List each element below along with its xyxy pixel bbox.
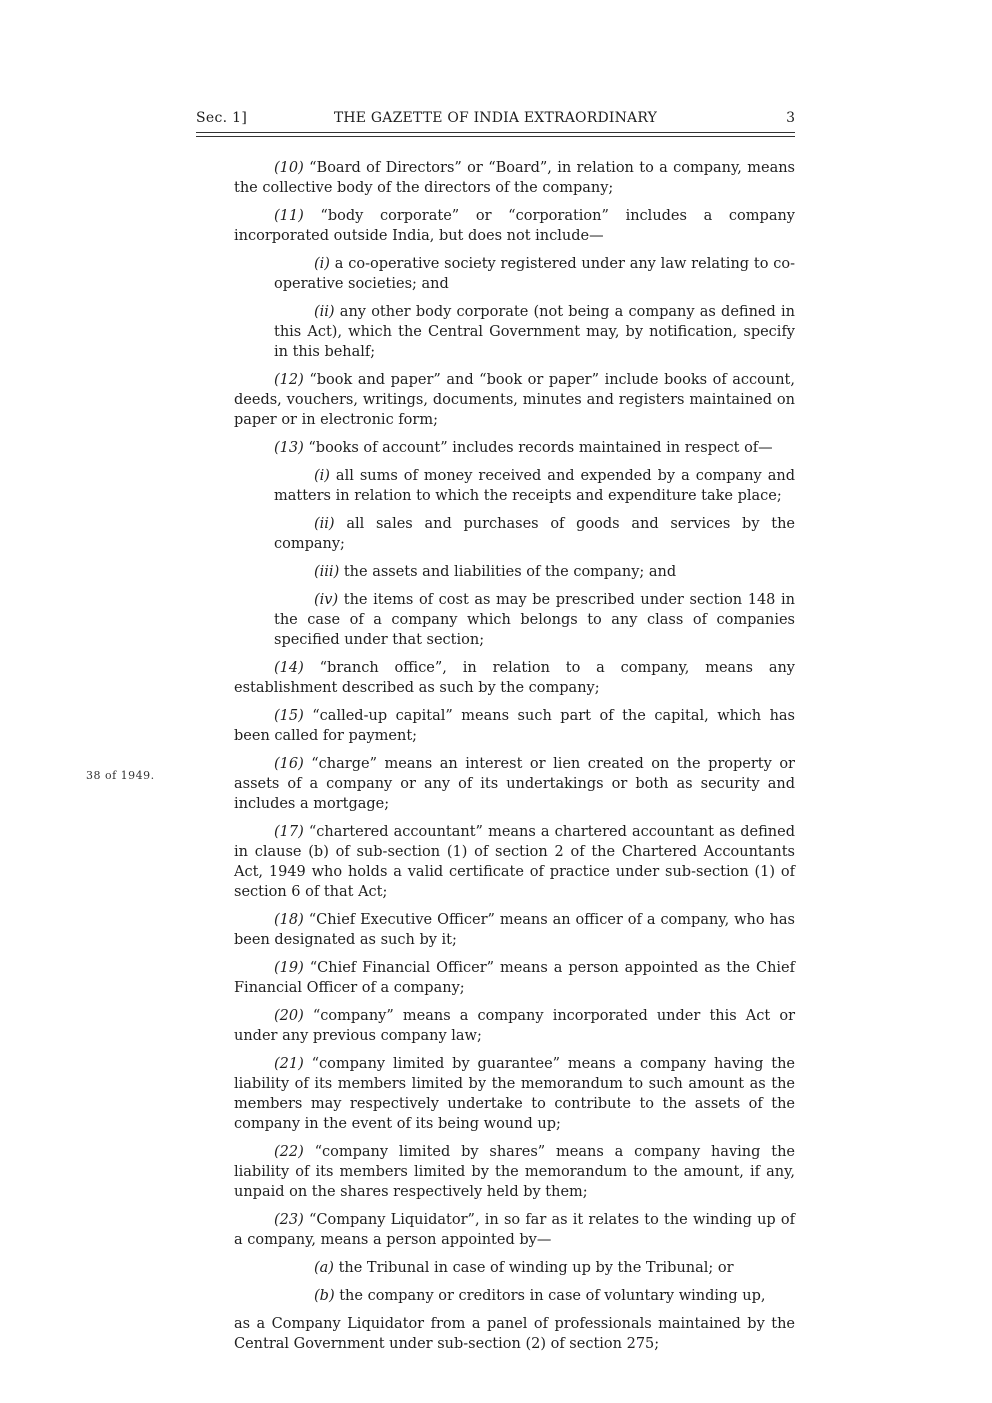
definition-11-i: (i) a co-operative society registered under any law relating to co-operative societies; and — [274, 256, 795, 292]
definition-16: (16) “charge” means an interest or lien created on the property or assets of a company or any of its undertakings or both as security and includes a mortgage; — [234, 756, 795, 812]
definition-23-a: (a) the Tribunal in case of winding up by the Tribunal; or — [314, 1260, 734, 1276]
definition-23-closing: as a Company Liquidator from a panel of professionals maintained by the Central Government under sub-section (2) of section 275; — [234, 1316, 795, 1352]
definition-20: (20) “company” means a company incorporated under this Act or under any previous company law; — [234, 1008, 795, 1044]
definition-14: (14) “branch office”, in relation to a company, means any establishment described as such by the company; — [234, 660, 795, 696]
definition-17: (17) “chartered accountant” means a chartered accountant as defined in clause (b) of sub-section (1) of section 2 of the Chartered Accountants Act, 1949 who holds a valid certificate of practice under sub-section (1) of section 6 of that Act; — [234, 824, 795, 900]
definition-19: (19) “Chief Financial Officer” means a person appointed as the Chief Financial Officer of a company; — [234, 960, 795, 996]
definition-13: (13) “books of account” includes records maintained in respect of— — [274, 440, 773, 456]
margin-note: 38 of 1949. — [86, 769, 155, 782]
document-body — [234, 158, 795, 1362]
definition-15: (15) “called-up capital” means such part of the capital, which has been called for payment; — [234, 708, 795, 744]
definition-10: (10) “Board of Directors” or “Board”, in relation to a company, means the collective body of the directors of the company; — [234, 160, 795, 196]
definition-13-iv: (iv) the items of cost as may be prescribed under section 148 in the case of a company which belongs to any class of companies specified under that section; — [274, 592, 795, 648]
section-label: Sec. 1] — [196, 110, 248, 126]
gazette-title: THE GAZETTE OF INDIA EXTRAORDINARY — [333, 110, 658, 126]
definition-22: (22) “company limited by shares” means a company having the liability of its members limited by the memorandum to the amount, if any, unpaid on the shares respectively held by them; — [234, 1144, 795, 1200]
definition-23: (23) “Company Liquidator”, in so far as it relates to the winding up of a company, means a person appointed by— — [234, 1212, 795, 1248]
definition-12: (12) “book and paper” and “book or paper” include books of account, deeds, vouchers, writings, documents, minutes and registers maintained on paper or in electronic form; — [234, 372, 795, 428]
definition-11-ii: (ii) any other body corporate (not being a company as defined in this Act), which the Central Government may, by notification, specify in this behalf; — [274, 304, 795, 360]
definition-23-b: (b) the company or creditors in case of voluntary winding up, — [314, 1288, 766, 1304]
page-number: 3 — [786, 110, 795, 126]
definition-11: (11) “body corporate” or “corporation” includes a company incorporated outside India, but does not include— — [234, 208, 795, 244]
header-rule-top — [196, 132, 795, 133]
definition-13-ii: (ii) all sales and purchases of goods and services by the company; — [274, 516, 795, 552]
definition-21: (21) “company limited by guarantee” means a company having the liability of its members limited by the memorandum to such amount as the members may respectively undertake to contribute to the assets of the company in the event of its being wound up; — [234, 1056, 795, 1132]
definition-18: (18) “Chief Executive Officer” means an officer of a company, who has been designated as such by it; — [234, 912, 795, 948]
page-header — [196, 110, 795, 132]
definition-13-i: (i) all sums of money received and expended by a company and matters in relation to which the receipts and expenditure take place; — [274, 468, 795, 504]
definition-13-iii: (iii) the assets and liabilities of the company; and — [314, 564, 677, 580]
header-rule-bottom — [196, 136, 795, 137]
